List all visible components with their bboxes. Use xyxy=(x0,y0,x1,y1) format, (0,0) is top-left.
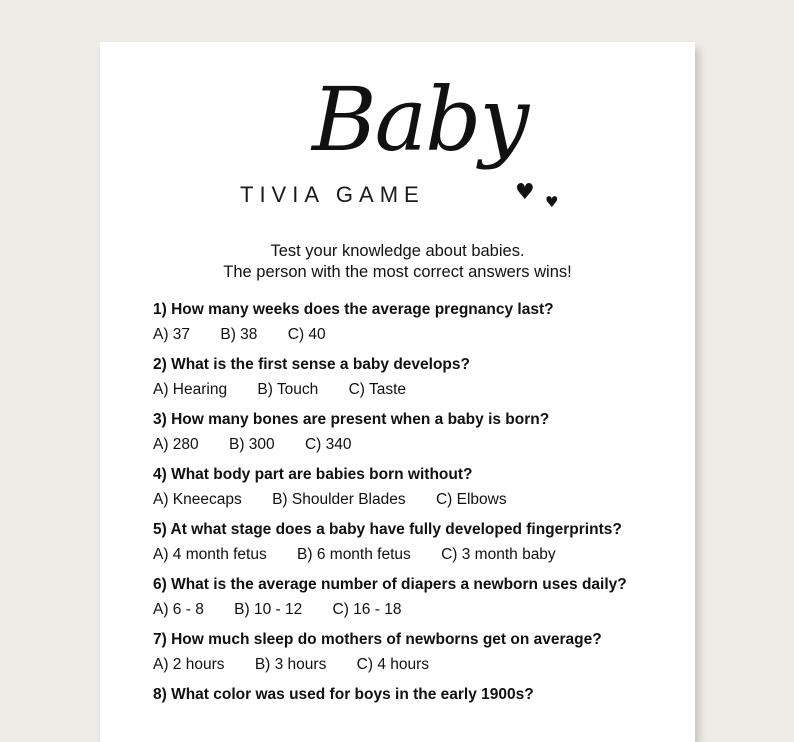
question-item xyxy=(153,355,683,410)
answer-c: C) Taste xyxy=(348,381,407,398)
answer-b: B) 6 month fetus xyxy=(297,546,411,563)
answer-c: C) 4 hours xyxy=(356,656,430,673)
answer-a: A) 6 - 8 xyxy=(153,601,204,618)
question-text: 7) How much sleep do mothers of newborns get on average? xyxy=(153,631,602,648)
answer-c: C) Elbows xyxy=(435,491,507,508)
answer-c: C) 16 - 18 xyxy=(332,601,402,618)
answer-options xyxy=(153,435,683,455)
answer-b: B) Touch xyxy=(257,381,319,398)
answer-c: C) 340 xyxy=(304,436,352,453)
question-list xyxy=(153,300,683,740)
answer-options xyxy=(153,490,683,510)
page-subtitle: TIVIA GAME xyxy=(240,182,425,207)
page-title: Baby xyxy=(312,68,528,171)
answer-b: B) 3 hours xyxy=(254,656,327,673)
question-item xyxy=(153,465,683,520)
answer-a: A) Hearing xyxy=(153,381,228,398)
answer-a: A) 37 xyxy=(153,326,191,343)
answer-options xyxy=(153,655,683,675)
heart-icon: ♥ xyxy=(545,193,559,211)
answer-c: C) 3 month baby xyxy=(441,546,556,563)
question-item xyxy=(153,630,683,685)
question-text: 1) How many weeks does the average pregnancy last? xyxy=(153,301,554,318)
answer-c: C) 40 xyxy=(287,326,326,343)
question-item xyxy=(153,685,683,740)
answer-b: B) 300 xyxy=(228,436,275,453)
answer-b: B) 38 xyxy=(220,326,258,343)
question-text: 6) What is the average number of diapers a newborn uses daily? xyxy=(153,576,627,593)
question-text: 8) What color was used for boys in the early 1900s? xyxy=(153,686,534,703)
intro-text xyxy=(100,241,695,283)
question-text: 4) What body part are babies born without? xyxy=(153,466,473,483)
question-item xyxy=(153,410,683,465)
answer-b: B) 10 - 12 xyxy=(234,601,303,618)
question-text: 3) How many bones are present when a baby is born? xyxy=(153,411,550,428)
question-text: 2) What is the first sense a baby develops? xyxy=(153,356,470,373)
question-text: 5) At what stage does a baby have fully developed fingerprints? xyxy=(153,521,622,538)
answer-b: B) Shoulder Blades xyxy=(272,491,406,508)
answer-a: A) 4 month fetus xyxy=(153,546,267,563)
answer-a: A) 2 hours xyxy=(153,656,225,673)
heart-icon: ♥ xyxy=(515,180,535,205)
answer-a: A) 280 xyxy=(153,436,199,453)
worksheet-page xyxy=(100,42,695,742)
intro-line: Test your knowledge about babies. xyxy=(270,242,525,260)
question-item xyxy=(153,520,683,575)
answer-a: A) Kneecaps xyxy=(153,491,242,508)
answer-options xyxy=(153,600,683,620)
answer-options xyxy=(153,325,683,345)
intro-line: The person with the most correct answers wins! xyxy=(223,263,572,281)
question-item xyxy=(153,300,683,355)
question-item xyxy=(153,575,683,630)
answer-options xyxy=(153,380,683,400)
answer-options xyxy=(153,545,683,565)
